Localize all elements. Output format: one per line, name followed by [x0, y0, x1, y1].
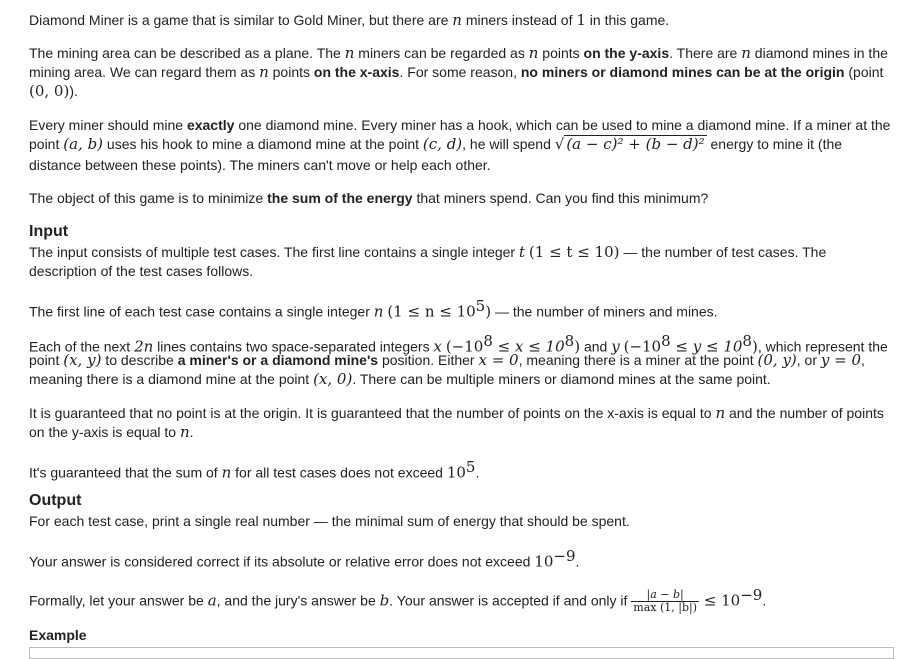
text: position. Either [378, 352, 479, 368]
text: energy to mine it (the [706, 136, 843, 152]
math-n-range: (1 ≤ n ≤ 10 [387, 302, 476, 321]
text: , meaning there is a miner at the point [518, 352, 758, 368]
text: Each of the next [29, 338, 135, 355]
text: one diamond mine. Every miner has a hook, which can be used to mine a diamond mine. If a miner at the [234, 117, 891, 133]
text: It's guaranteed that the sum of [29, 464, 222, 481]
math-n: n [452, 11, 462, 29]
example-heading: Example [29, 627, 87, 643]
text: The first line of each test case contains a single integer [29, 303, 374, 320]
math-n: n [715, 404, 726, 422]
output-paragraph-1 [29, 512, 630, 530]
text: to describe [101, 352, 178, 368]
text: point [29, 136, 64, 152]
text: meaning there is a diamond mine at the point [29, 371, 314, 387]
math-power: 10 [446, 463, 466, 482]
statement-paragraph-1 [29, 11, 669, 29]
statement-paragraph-3-line-3 [29, 156, 491, 174]
text: description of the test cases follows. [29, 263, 254, 279]
text: . There are [669, 45, 742, 61]
math-paren: ) [751, 337, 758, 356]
bold-text: a miner's or a diamond mine's [177, 352, 379, 368]
math-y-range: (−10 [623, 337, 662, 356]
text: . [475, 464, 480, 481]
math-exponent: −9 [553, 547, 576, 565]
math-n: n [373, 302, 384, 321]
input-paragraph-2 [29, 297, 718, 321]
text: diamond mines in the [750, 45, 888, 61]
text: . [575, 553, 580, 570]
input-paragraph-3-line-2 [29, 351, 865, 369]
math-exponent: −9 [740, 586, 763, 604]
text: ). [69, 83, 78, 99]
relative-error-fraction [631, 589, 699, 614]
math-x-range: ≤ x ≤ 10 [492, 337, 565, 356]
text: points [268, 64, 314, 80]
math-n: n [741, 44, 751, 62]
math-exponent: 5 [475, 297, 486, 315]
bold-text: exactly [186, 117, 235, 133]
math-exponent: 5 [465, 458, 476, 476]
fraction-denominator: max (1, |b|) [633, 601, 698, 615]
math-y-zero: y = 0 [820, 351, 862, 369]
text: . [189, 424, 194, 440]
text: (point [844, 64, 884, 80]
text: , and the jury's answer be [216, 592, 380, 609]
bold-text: no miners or diamond mines can be at the origin [520, 64, 845, 80]
input-paragraph-4-line-2 [29, 423, 194, 441]
math-exponent: 8 [483, 332, 493, 350]
math-x-zero: x = 0 [478, 351, 519, 369]
example-box [29, 647, 894, 659]
statement-paragraph-2-line-3 [29, 82, 78, 100]
math-exponent: 8 [564, 332, 575, 350]
math-paren: ) [574, 337, 581, 356]
text: points [538, 45, 584, 61]
math-origin: (0, 0) [29, 82, 70, 100]
math-exponent: 8 [742, 332, 752, 350]
text: Every miner should mine [29, 117, 187, 133]
bold-text: the sum of the energy [267, 190, 413, 206]
text: , [861, 352, 865, 368]
text: for all test cases does not exceed [231, 464, 447, 481]
sqrt-symbol: √ [554, 135, 565, 153]
text: that miners spend. Can you find this minimum? [412, 190, 709, 206]
output-paragraph-3 [29, 580, 766, 616]
output-heading: Output [29, 492, 82, 509]
bold-text: on the x-axis [313, 64, 400, 80]
math-a: a [207, 591, 217, 610]
math-point-ab: (a, b) [63, 135, 104, 153]
math-power: 10 [534, 552, 554, 571]
text: . For some reason, [399, 64, 521, 80]
statement-paragraph-2-line-1 [29, 44, 888, 62]
text: miners instead of [461, 12, 577, 28]
text: Your answer is considered correct if its absolute or relative error does not exceed [29, 553, 535, 570]
math-n: n [528, 44, 539, 62]
math-paren: ) [485, 302, 492, 321]
math-exponent: 8 [661, 332, 671, 350]
text: mining area. We can regard them as [29, 64, 260, 80]
text: point [29, 352, 64, 368]
math-t: t [519, 243, 526, 261]
math-n: n [259, 63, 269, 81]
text: , or [796, 352, 821, 368]
input-paragraph-1-line-1 [29, 243, 826, 261]
text: The object of this game is to minimize [29, 190, 268, 206]
math-one: 1 [576, 11, 586, 29]
math-point-cd: (c, d) [422, 135, 463, 153]
text: and the number of points [725, 405, 884, 421]
input-paragraph-3-line-3 [29, 370, 771, 388]
text: The mining area can be described as a plane. The [29, 45, 345, 61]
text: Diamond Miner is a game that is similar to Gold Miner, but there are [29, 12, 453, 28]
statement-paragraph-2-line-2 [29, 63, 883, 81]
math-point-x0: (x, 0) [313, 370, 353, 388]
text: It is guaranteed that no point is at the origin. It is guaranteed that the number of points on the x-axis is equal to [29, 405, 716, 421]
input-paragraph-5 [29, 458, 479, 482]
input-paragraph-1-line-2 [29, 262, 253, 280]
math-point-0y: (0, y) [757, 351, 797, 369]
statement-paragraph-3-line-1 [29, 116, 890, 134]
text: The input consists of multiple test cases. The first line contains a single integer [29, 244, 519, 260]
fraction-numerator: |a − b| [631, 589, 699, 602]
math-point-xy: (x, y) [63, 351, 102, 369]
text: Formally, let your answer be [29, 592, 208, 609]
text: , which represent the [757, 338, 888, 355]
text: , he will spend [462, 136, 555, 152]
output-paragraph-2 [29, 547, 579, 571]
math-b: b [379, 591, 390, 610]
text: on the y-axis is equal to [29, 424, 180, 440]
text: miners can be regarded as [354, 45, 529, 61]
text: lines contains two space-separated integers [153, 338, 434, 355]
math-n: n [344, 44, 355, 62]
text: in this game. [585, 12, 670, 28]
text: uses his hook to mine a diamond mine at the point [103, 136, 423, 152]
math-x: x [433, 337, 442, 356]
text: — the number of test cases. The [619, 244, 827, 260]
text: — the number of miners and mines. [491, 303, 718, 320]
text: . Your answer is accepted if and only if [389, 592, 632, 609]
text: and [580, 338, 612, 355]
statement-paragraph-3-line-2 [29, 135, 842, 153]
statement-paragraph-4 [29, 189, 708, 207]
bold-text: on the y-axis [583, 45, 670, 61]
math-power: ≤ 10 [699, 591, 741, 610]
text: For each test case, print a single real number — the minimal sum of energy that should be spent. [29, 513, 630, 529]
text: distance between these points). The miners can't move or help each other. [29, 157, 491, 173]
math-y: y [611, 337, 620, 356]
math-x-range: (−10 [445, 337, 484, 356]
math-n: n [179, 423, 190, 441]
math-n: n [221, 463, 232, 482]
text: . [762, 592, 767, 609]
text: . There can be multiple miners or diamond mines at the same point. [352, 371, 771, 387]
math-distance: (a − c)² + (b − d)² [566, 135, 705, 153]
math-2n: 2n [134, 337, 154, 356]
input-heading: Input [29, 223, 69, 240]
input-paragraph-4-line-1 [29, 404, 884, 422]
math-t-range: (1 ≤ t ≤ 10) [528, 243, 620, 261]
math-y-range: ≤ y ≤ 10 [670, 337, 743, 356]
